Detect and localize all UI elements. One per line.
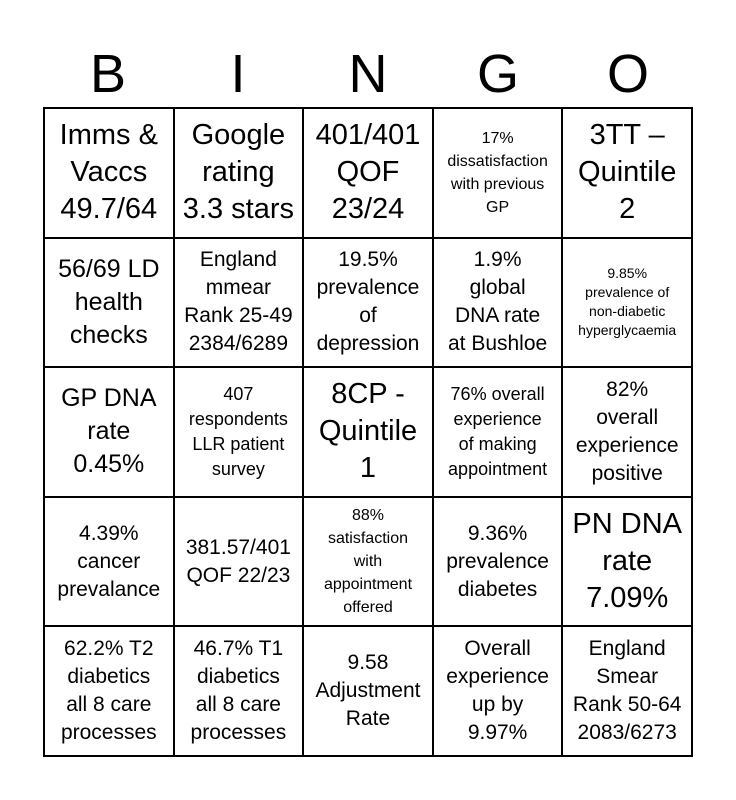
bingo-cell-r1-c2 [175,109,305,239]
cell-text: 381.57/401 QOF 22/23 [185,535,291,587]
cell-text: 8CP - Quintile 1 [318,378,418,485]
bingo-cell-r4-c5 [563,498,693,628]
bingo-cell-r5-c3 [304,627,434,757]
cell-text: England mmear Rank 25-49 2384/6289 [184,248,293,356]
bingo-cell-r4-c2 [175,498,305,628]
cell-text: 401/401 QOF 23/24 [315,119,421,226]
cell-text: 407 respondents LLR patient survey [188,383,288,479]
bingo-cell-r5-c4 [434,627,564,757]
bingo-cell-r3-c2 [175,368,305,498]
header-letter-i: I [230,44,246,104]
bingo-cell-r3-c5 [563,368,693,498]
header-letter-b: B [89,44,127,104]
header-letter-g: G [476,44,519,104]
cell-text: Google rating 3.3 stars [182,119,294,226]
bingo-cell-r5-c1 [45,627,175,757]
cell-text: 9.85% prevalence of non-diabetic hyperglycaemia [578,265,677,339]
header-letter-o: O [606,44,649,104]
cell-text: 9.36% prevalence diabetes [446,521,549,601]
bingo-cell-r1-c3 [304,109,434,239]
cell-text: England Smear Rank 50-64 2083/6273 [572,637,682,745]
cell-text: GP DNA rate 0.45% [61,384,157,479]
bingo-cell-r1-c5 [563,109,693,239]
cell-text: 19.5% prevalence of depression [316,248,420,356]
cell-text: 17% dissatisfaction with previous GP [447,129,548,216]
bingo-cell-r2-c4 [434,239,564,369]
cell-text: 4.39% cancer prevalance [57,521,161,601]
bingo-cell-r2-c5 [563,239,693,369]
bingo-cell-r2-c1 [45,239,175,369]
bingo-cell-r3-c4 [434,368,564,498]
bingo-cell-r4-c4 [434,498,564,628]
cell-text: 3TT – Quintile 2 [578,119,677,226]
bingo-cell-r4-c1 [45,498,175,628]
cell-text: 56/69 LD health checks [58,254,160,349]
cell-text: 9.58 Adjustment Rate [315,651,421,731]
cell-text: 46.7% T1 diabetics all 8 care processes [190,637,287,745]
cell-text: 76% overall experience of making appointment [448,383,548,479]
cell-text: Overall experience up by 9.97% [446,637,549,745]
cell-text: 82% overall experience positive [575,377,679,485]
bingo-cell-r2-c2 [175,239,305,369]
cell-text: 1.9% global DNA rate at Bushloe [447,248,548,356]
bingo-cell-r5-c2 [175,627,305,757]
bingo-cell-r2-c3 [304,239,434,369]
bingo-cell-r4-c3 [304,498,434,628]
cell-text: 62.2% T2 diabetics all 8 care processes [60,637,157,745]
header-letter-n: N [348,44,388,104]
bingo-cell-r1-c1 [45,109,175,239]
bingo-cell-r3-c3 [304,368,434,498]
cell-text: Imms & Vaccs 49.7/64 [59,119,158,226]
cell-text: PN DNA rate 7.09% [572,508,682,615]
cell-text: 88% satisfaction with appointment offered [323,507,413,617]
bingo-header [43,40,693,108]
bingo-board [43,107,693,757]
bingo-cell-r5-c5 [563,627,693,757]
bingo-cell-r1-c4 [434,109,564,239]
bingo-cell-r3-c1 [45,368,175,498]
